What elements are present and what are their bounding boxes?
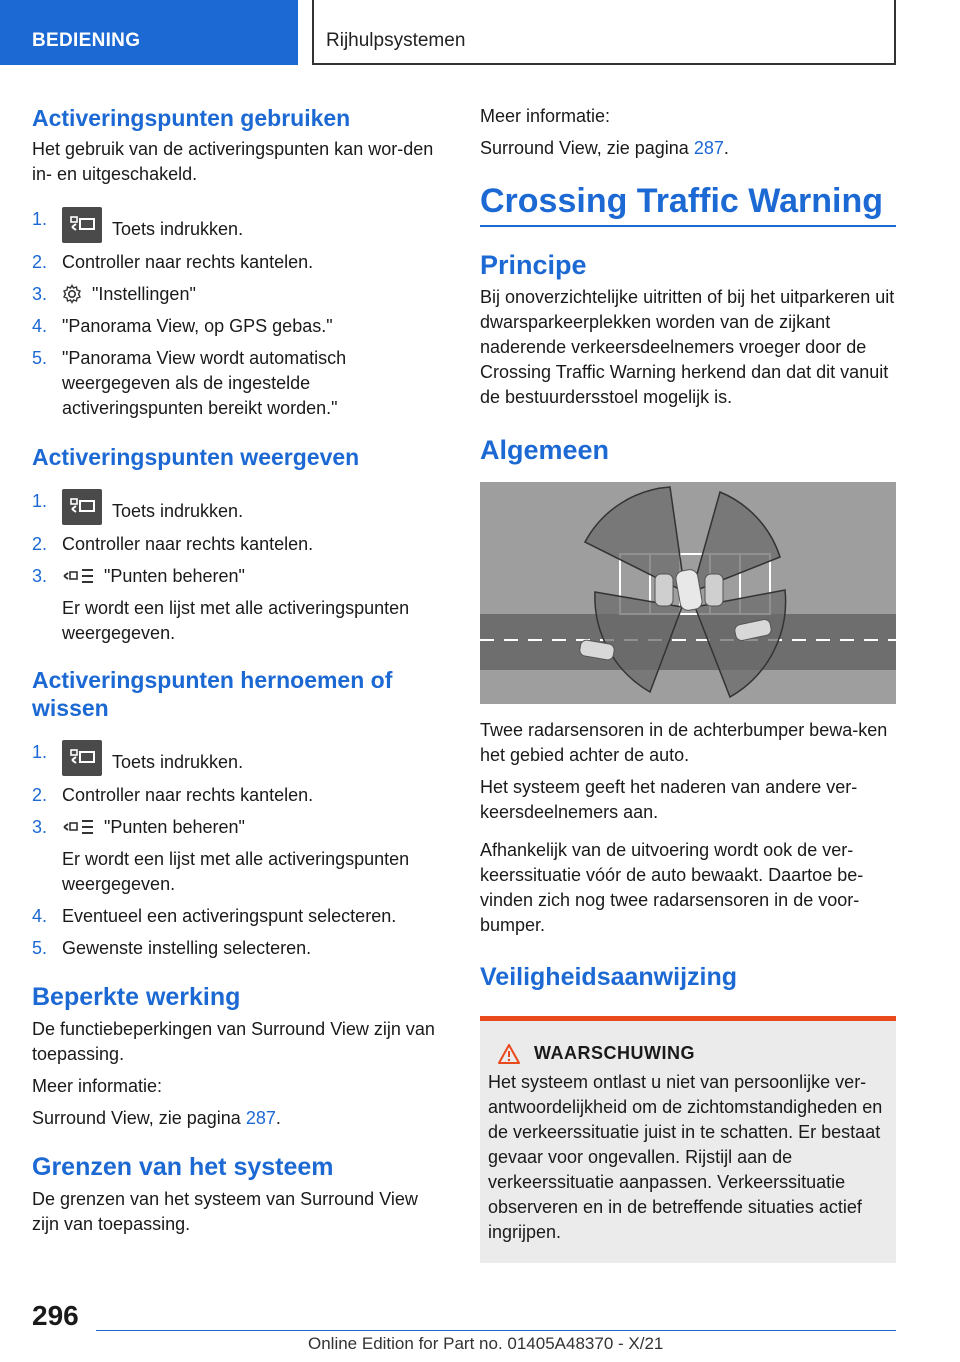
right-top-p1: Meer informatie: [480, 106, 611, 126]
list-item: 3. "Instellingen" [32, 284, 196, 304]
heading-rename-points: Activeringspunten hernoemen of wissen [32, 667, 393, 721]
page-number: 296 [32, 1300, 79, 1331]
heading-system-limits: Grenzen van het systeem [32, 1153, 334, 1181]
page-link[interactable]: 287 [245, 1108, 276, 1128]
section-tab [0, 0, 298, 65]
camera-button-icon [62, 489, 102, 525]
gear-icon [62, 284, 82, 304]
list-item: 1. Toets indrukken. [32, 489, 442, 525]
right-column [480, 100, 896, 1263]
rename-points-steps [32, 740, 442, 961]
limited-p2: Meer informatie: [32, 1076, 163, 1096]
heading-algemeen: Algemeen [480, 435, 610, 465]
algemeen-p1: Twee radarsensoren in de achterbumper bewa-ken het gebied achter de auto. [480, 720, 888, 765]
chapter-title: Rijhulpsystemen [326, 30, 466, 51]
list-item: 1. Toets indrukken. [32, 207, 442, 243]
right-top-p2: Surround View, zie pagina 287. [480, 138, 729, 158]
list-item: 2. Controller naar rechts kantelen. [32, 785, 314, 805]
camera-button-icon [62, 207, 102, 243]
use-points-intro: Het gebruik van de activeringspunten kan wor-den in- en uitgeschakeld. [32, 139, 434, 184]
cross-traffic-illustration [480, 482, 896, 704]
heading-principe: Principe [480, 250, 587, 280]
list-item: 3. "Punten beheren" Er wordt een lijst met alle activeringspunten weergegeven. [32, 566, 410, 643]
warning-box [480, 1016, 896, 1263]
chapter-title-box [312, 0, 896, 65]
show-points-steps [32, 489, 442, 646]
left-column [32, 100, 442, 1237]
algemeen-p2: Het systeem geeft het naderen van andere ver-keersdeelnemers aan. [480, 777, 858, 822]
warning-title: WAARSCHUWING [488, 1043, 886, 1064]
camera-list-icon [62, 817, 94, 837]
warning-triangle-icon [498, 1044, 520, 1064]
heading-veiligheid: Veiligheidsaanwijzing [480, 963, 738, 991]
camera-button-icon [62, 740, 102, 776]
list-item: 5. Gewenste instelling selecteren. [32, 938, 312, 958]
list-item: 3. "Punten beheren" Er wordt een lijst met alle activeringspunten weergegeven. [32, 817, 410, 894]
algemeen-p3: Afhankelijk van de uitvoering wordt ook de ver-keerssituatie vóór de auto bewaakt. Daartoe be-vinden zich nog twee radarsensoren in de voor-bumper. [480, 840, 864, 935]
page-link[interactable]: 287 [693, 138, 724, 158]
list-item: 5. "Panorama View wordt automatisch weergegeven als de ingestelde activeringspunten bereikt worden." [32, 348, 347, 418]
page-title: Crossing Traffic Warning [480, 181, 896, 227]
list-item: 2. Controller naar rechts kantelen. [32, 534, 314, 554]
footer-divider [96, 1330, 896, 1331]
edition-text: Online Edition for Part no. 01405A48370 - X/21 [308, 1334, 664, 1353]
list-item: 4. Eventueel een activeringspunt selecteren. [32, 906, 397, 926]
list-item: 2. Controller naar rechts kantelen. [32, 252, 314, 272]
limits-p1: De grenzen van het systeem van Surround View zijn van toepassing. [32, 1189, 418, 1234]
camera-list-icon [62, 566, 94, 586]
use-points-steps [32, 207, 442, 421]
warning-text: Het systeem ontlast u niet van persoonlijke ver-antwoordelijkheid om de zichtomstandigheden en de verkeerssituatie juist in te schatten. Er bestaat gevaar voor ongevallen. Rijstijl aan de verkeerssituatie aanpassen. Verkeerssituatie observeren en in de betreffende situaties actief ingrijpen. [488, 1072, 883, 1242]
heading-show-points: Activeringspunten weergeven [32, 444, 360, 470]
limited-p3: Surround View, zie pagina 287. [32, 1108, 281, 1128]
heading-use-points: Activeringspunten gebruiken [32, 105, 351, 131]
section-label: BEDIENING [32, 30, 141, 51]
list-item: 4. "Panorama View, op GPS gebas." [32, 316, 333, 336]
list-item: 1. Toets indrukken. [32, 740, 442, 776]
limited-p1: De functiebeperkingen van Surround View zijn van toepassing. [32, 1019, 435, 1064]
heading-limited-function: Beperkte werking [32, 983, 241, 1011]
principe-p1: Bij onoverzichtelijke uitritten of bij het uitparkeren uit dwarsparkeerplekken worden van de zijkant naderende verkeersdeelnemers vroeger door de Crossing Traffic Warning herkend dan dat dit vanuit de bestuurdersstoel mogelijk is. [480, 287, 895, 407]
